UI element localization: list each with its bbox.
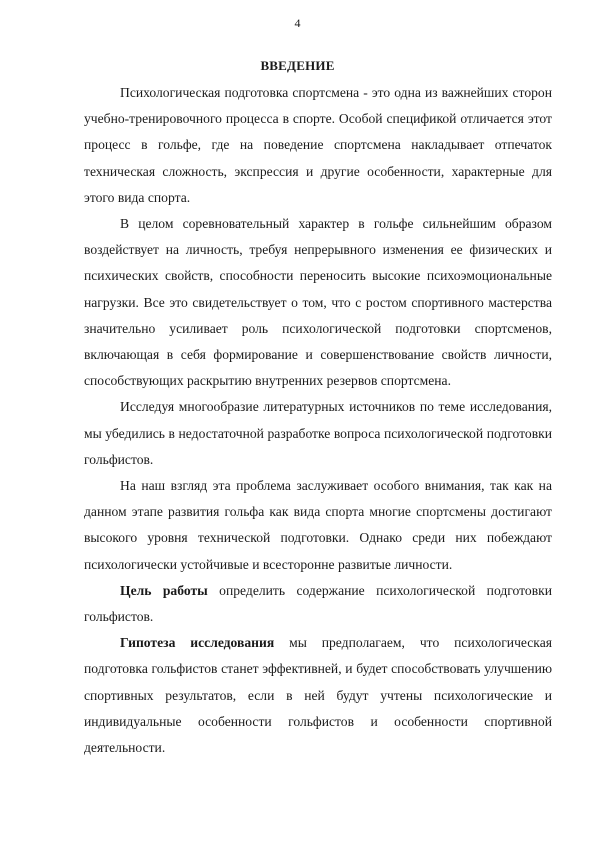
goal-text: определить содержание психологической подготовки гольфистов. xyxy=(84,582,552,625)
paragraph-intro: Психологическая подготовка спортсмена - это одна из важнейших сторон учебно-тренировочного процесса в спорте. Особой спецификой отличается этот процесс в гольфе, где на поведение спортсмена накладывает отпечаток техническая сложность, экспрессия и другие особенности, характерные для этого вида спорта. xyxy=(84,85,552,205)
hypothesis-label: Гипотеза исследования xyxy=(120,635,275,651)
page-title: ВВЕДЕНИЕ xyxy=(260,58,335,73)
goal-label: Цель работы xyxy=(120,582,208,598)
page-number: 4 xyxy=(294,16,301,30)
paragraph-literature: Исследуя многообразие литературных источников по теме исследования, мы убедились в недостаточной разработке вопроса психологической подготовки гольфистов. xyxy=(84,399,552,467)
paragraph-competition: В целом соревновательный характер в гольфе сильнейшим образом воздействует на личность, требуя непрерывного изменения ее физических и психических свойств, способности переносить высокие психоэмоциональные нагрузки. Все это свидетельствует о том, что с ростом спортивного мастерства значительно усиливает роль психологической подготовки спортсменов, включающая в себя формирование и совершенствование свойств личности, способствующих раскрытию внутренних резервов спортсмена. xyxy=(84,216,552,389)
body-text xyxy=(84,80,552,761)
paragraph-goal xyxy=(84,578,552,630)
hypothesis-text: мы предполагаем, что психологическая подготовка гольфистов станет эффективней, и будет способствовать улучшению спортивных результатов, если в ней будут учтены психологические и индивидуальные особенности гольфистов и особенности спортивной деятельности. xyxy=(84,635,552,756)
paragraph-problem: На наш взгляд эта проблема заслуживает особого внимания, так как на данном этапе развития гольфа как вида спорта многие спортсмены достигают высокого уровня технической подготовки. Однако среди них побеждают психологически устойчивые и всесторонне развитые личности. xyxy=(84,478,552,572)
paragraph-hypothesis xyxy=(84,630,552,761)
